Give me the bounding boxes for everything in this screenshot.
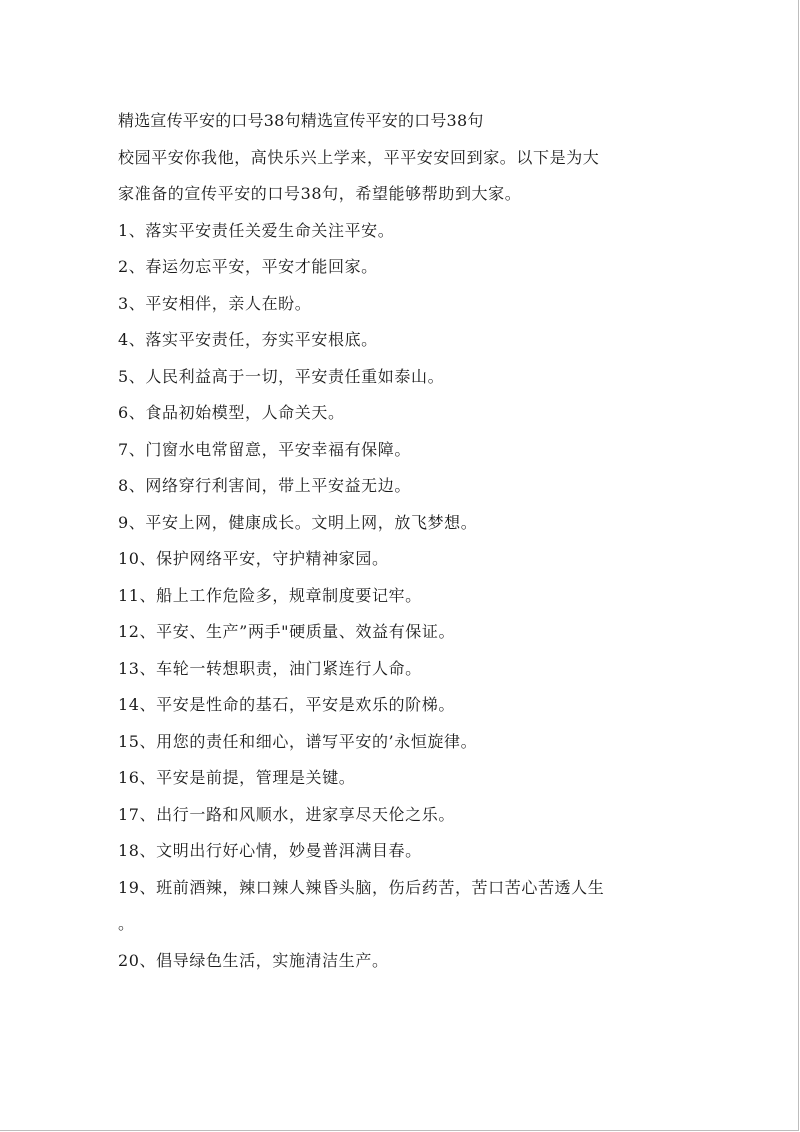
intro-line: 校园平安你我他，高快乐兴上学来，平平安安回到家。以下是为大 (118, 147, 600, 167)
slogan-item: 17、出行一路和风顺水，进家享尽天伦之乐。 (118, 804, 455, 824)
slogan-item: 13、车轮一转想职责，油门紧连行人命。 (118, 658, 422, 678)
slogan-item: 10、保护网络平安，守护精神家园。 (118, 549, 389, 568)
document-body (118, 103, 738, 979)
document-title: 精选宣传平安的口号38句精选宣传平安的口号38句 (118, 111, 484, 130)
slogan-item-20: 20、倡导绿色生活，实施清洁生产。 (118, 950, 389, 970)
slogan-item: 5、人民利益高于一切，平安责任重如泰山。 (118, 366, 445, 386)
slogan-item: 15、用您的责任和细心，谱写平安的’永恒旋律。 (118, 731, 478, 751)
slogan-item: 2、春运勿忘平安，平安才能回家。 (118, 257, 378, 276)
slogan-item: 6、食品初始模型，人命关天。 (118, 403, 345, 422)
slogan-item: 1、落实平安责任关爱生命关注平安。 (118, 220, 395, 240)
slogan-item: 9、平安上网，健康成长。文明上网，放飞梦想。 (118, 512, 478, 532)
slogan-item: 14、平安是性命的基石，平安是欢乐的阶梯。 (118, 695, 455, 714)
slogan-item-19-continuation: 。 (118, 914, 135, 933)
slogan-item: 7、门窗水电常留意，平安幸福有保障。 (118, 439, 411, 459)
slogan-item: 8、网络穿行利害间，带上平安益无边。 (118, 476, 411, 495)
slogan-item: 12、平安、生产”两手"硬质量、效益有保证。 (118, 622, 456, 641)
slogan-item: 16、平安是前提，管理是关键。 (118, 768, 356, 787)
slogan-item: 4、落实平安责任，夯实平安根底。 (118, 330, 378, 349)
slogan-item: 18、文明出行好心情，妙曼普洱满目春。 (118, 841, 422, 860)
intro-line: 家准备的宣传平安的口号38句，希望能够帮助到大家。 (118, 184, 522, 203)
slogan-item: 11、船上工作危险多，规章制度要记牢。 (118, 585, 422, 605)
slogan-item-19: 19、班前酒辣，辣口辣人辣昏头脑，伤后药苦，苦口苦心苦透人生 (118, 877, 605, 897)
slogan-item: 3、平安相伴，亲人在盼。 (118, 293, 312, 313)
